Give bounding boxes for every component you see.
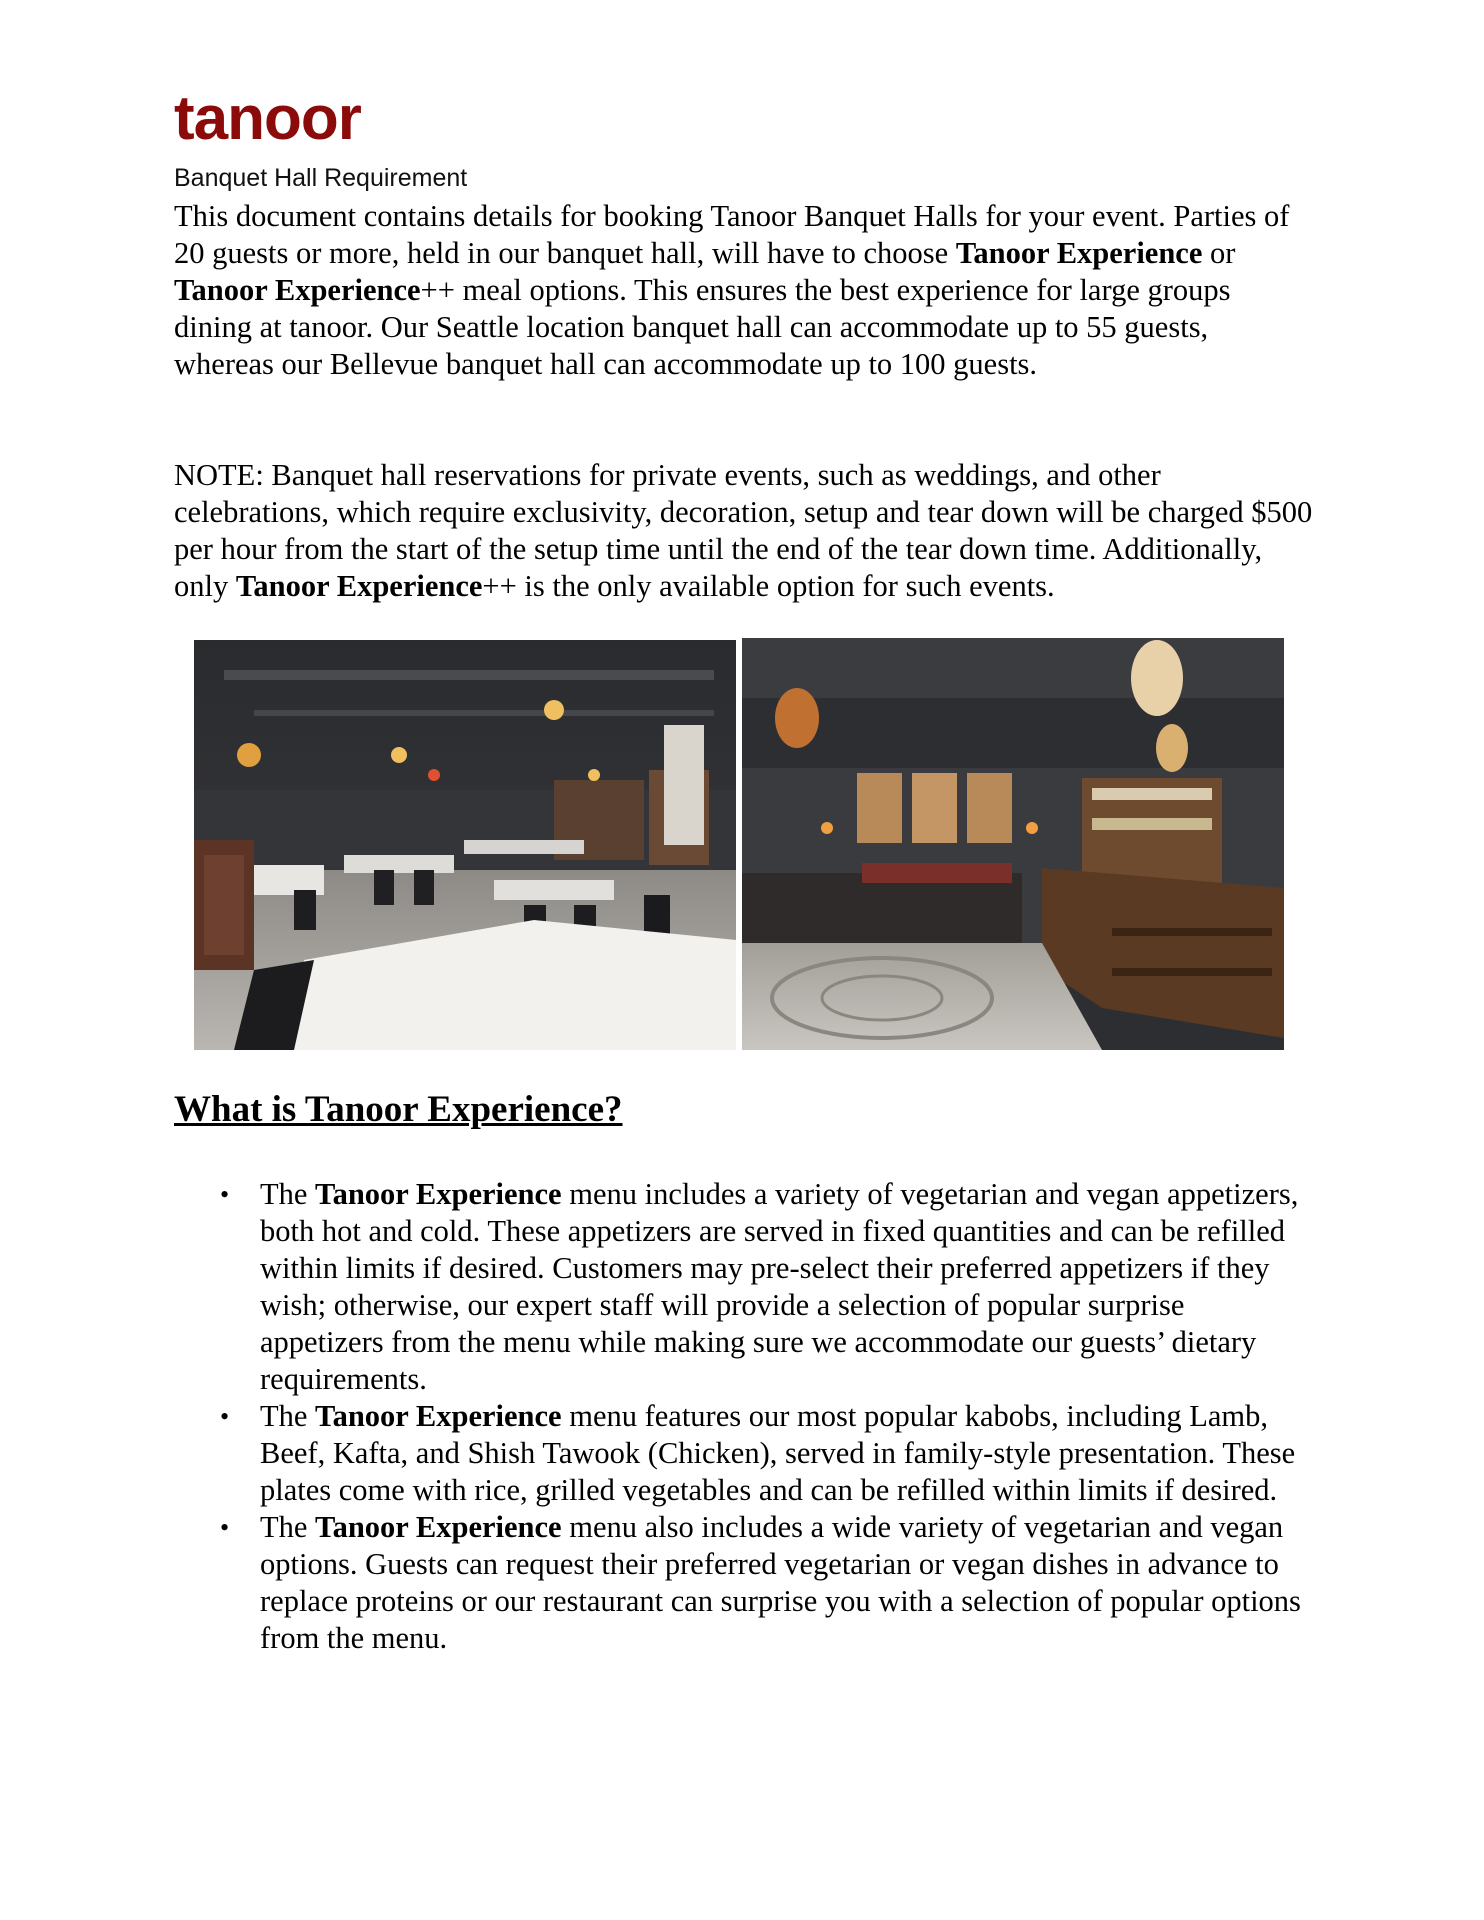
intro-bold-1: Tanoor Experience bbox=[955, 236, 1203, 270]
list-item bbox=[174, 1398, 1314, 1509]
bullet-text-bold: Tanoor Experience bbox=[315, 1399, 562, 1433]
document-subtitle: Banquet Hall Requirement bbox=[174, 164, 468, 192]
intro-paragraph bbox=[174, 198, 1314, 383]
section-heading: What is Tanoor Experience? bbox=[174, 1089, 623, 1130]
experience-bullet-list bbox=[174, 1176, 1314, 1657]
banquet-hall-photo-lounge bbox=[742, 638, 1284, 1050]
intro-bold-2: Tanoor Experience bbox=[174, 273, 421, 307]
note-text-2: ++ is the only available option for such events. bbox=[482, 569, 1055, 603]
intro-text-2: or bbox=[1202, 236, 1236, 270]
bullet-icon: • bbox=[220, 1513, 230, 1542]
bullet-icon: • bbox=[220, 1402, 230, 1431]
note-bold-1: Tanoor Experience bbox=[235, 569, 483, 603]
bullet-text-bold: Tanoor Experience bbox=[315, 1177, 562, 1211]
list-item bbox=[174, 1176, 1314, 1398]
bullet-text-pre: The bbox=[260, 1510, 316, 1544]
bullet-text-pre: The bbox=[260, 1177, 316, 1211]
bullet-text-bold: Tanoor Experience bbox=[315, 1510, 562, 1544]
tanoor-logo: tanoor bbox=[174, 84, 361, 153]
bullet-icon: • bbox=[220, 1180, 230, 1209]
intro-text-1: This document contains details for booking Tanoor Banquet Halls for your event. Parties of 20 guests or more, held in our banquet hall, will have to choose bbox=[174, 199, 1290, 270]
bullet-text-pre: The bbox=[260, 1399, 316, 1433]
note-paragraph bbox=[174, 457, 1314, 605]
banquet-hall-photo-dining bbox=[194, 640, 736, 1050]
bullet-text-post: menu also includes a wide variety of vegetarian and vegan options. Guests can request their preferred vegetarian or vegan dishes in advance to replace proteins or our restaurant can surprise you with a selection of popular options from the menu. bbox=[260, 1510, 1301, 1655]
intro-text-3: ++ meal options. This ensures the best experience for large groups dining at tanoor. Our Seattle location banquet hall can accommodate up to 55 guests, whereas our Bellevue banquet hall can accommodate up to 100 guests. bbox=[174, 273, 1231, 381]
note-text-1: NOTE: Banquet hall reservations for private events, such as weddings, and other celebrations, which require exclusivity, decoration, setup and tear down will be charged $500 per hour from the start of the setup time until the end of the tear down time. Additionally, only bbox=[174, 458, 1313, 603]
list-item bbox=[174, 1509, 1314, 1657]
bullet-text-post: menu features our most popular kabobs, including Lamb, Beef, Kafta, and Shish Tawook (Chicken), served in family-style presentation. These plates come with rice, grilled vegetables and can be refilled within limits if desired. bbox=[260, 1399, 1296, 1507]
bullet-text-post: menu includes a variety of vegetarian and vegan appetizers, both hot and cold. These appetizers are served in fixed quantities and can be refilled within limits if desired. Customers may pre-select their preferred appetizers if they wish; otherwise, our expert staff will provide a selection of popular surprise appetizers from the menu while making sure we accommodate our guests’ dietary requirements. bbox=[260, 1177, 1299, 1396]
